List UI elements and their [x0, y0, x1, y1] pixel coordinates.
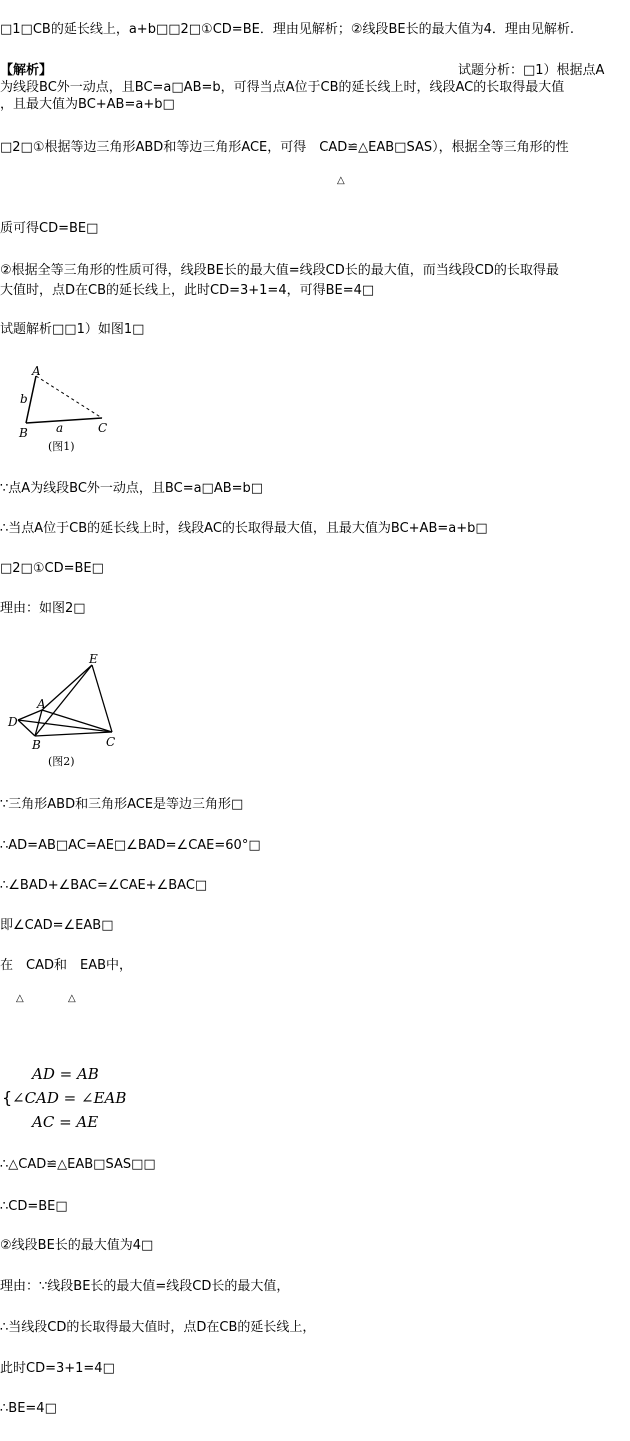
analysis-paragraph-3b: 大值时，点D在CB的延长线上，此时CD=3+1=4，可得BE=4□ [0, 283, 375, 298]
triangle-symbol: △ [337, 175, 345, 186]
fig2-label-b: B [32, 738, 41, 752]
analysis-line-1: 为线段BC外一动点，且BC=a□AB=b，可得当点A位于CB的延长线上时，线段AC的长取得最大值 [0, 80, 565, 95]
step-9: 在 CAD和 EAB中， [0, 958, 133, 973]
step-14: ∴当线段CD的长取得最大值时，点D在CB的延长线上， [0, 1320, 316, 1335]
fig2-label-d: D [8, 715, 18, 729]
fig1-side-a: a [56, 421, 64, 435]
fig2-label-a: A [37, 697, 46, 711]
segment-ae [42, 665, 92, 710]
analysis-heading: 【解析】 [0, 63, 53, 78]
figure-1 [10, 360, 120, 460]
analysis-line-2: ，且最大值为BC+AB=a+b□ [0, 97, 175, 112]
step-1: ∵点A为线段BC外一动点，且BC=a□AB=b□ [0, 481, 264, 496]
segment-bc [35, 732, 112, 736]
fig2-caption: (图2) [48, 755, 75, 768]
analysis-paragraph-3a: ②根据全等三角形的性质可得，线段BE长的最大值=线段CD长的最大值，而当线段CD的长取得最 [0, 263, 559, 278]
fig1-label-b: B [19, 426, 28, 440]
fig1-label-c: C [98, 421, 108, 435]
analysis-paragraph-2: □2□①根据等边三角形ABD和等边三角形ACE，可得 CAD≌△EAB□SAS），根据全等三角形的性 [0, 140, 569, 155]
step-13: 理由：∵线段BE长的最大值=线段CD长的最大值， [0, 1279, 290, 1294]
system-line-3: AC = AE [32, 1113, 99, 1131]
step-6: ∴AD=AB□AC=AE□∠BAD=∠CAE=60°□ [0, 838, 261, 853]
step-7: ∴∠BAD+∠BAC=∠CAE+∠BAC□ [0, 878, 208, 893]
step-4: 理由：如图2□ [0, 601, 86, 616]
segment-ec [92, 665, 112, 732]
system-line-1: AD = AB [32, 1065, 99, 1083]
step-8: 即∠CAD=∠EAB□ [0, 918, 114, 933]
segment-dc [18, 720, 112, 732]
segment-da [18, 710, 42, 720]
step-15: 此时CD=3+1=4□ [0, 1361, 115, 1376]
triangle-symbol-1: △ [16, 993, 24, 1004]
step-3: □2□①CD=BE□ [0, 561, 104, 576]
fig2-label-e: E [89, 652, 98, 666]
fig1-caption: (图1) [48, 440, 75, 453]
fig2-label-c: C [106, 735, 116, 749]
system-brace: { [2, 1088, 13, 1107]
step-11: ∴CD=BE□ [0, 1199, 68, 1214]
analysis-intro: 试题分析：□1）根据点A [458, 63, 605, 78]
figure-2 [4, 648, 134, 772]
answer-line: □1□CB的延长线上，a+b□□2□①CD=BE．理由见解析；②线段BE长的最大值为4．理由见解析. [0, 22, 575, 37]
fig1-label-a: A [32, 364, 41, 378]
fig1-side-b: b [20, 392, 28, 406]
solution-heading: 试题解析□□1）如图1□ [0, 322, 145, 337]
step-10: ∴△CAD≌△EAB□SAS□□ [0, 1157, 156, 1172]
triangle-symbol-2: △ [68, 993, 76, 1004]
step-16: ∴BE=4□ [0, 1401, 57, 1416]
system-line-2: ∠CAD = ∠EAB [12, 1089, 127, 1107]
segment-bc [26, 418, 102, 423]
analysis-paragraph-2b: 质可得CD=BE□ [0, 221, 99, 236]
step-12: ②线段BE长的最大值为4□ [0, 1238, 154, 1253]
step-2: ∴当点A位于CB的延长线上时，线段AC的长取得最大值，且最大值为BC+AB=a+b□ [0, 521, 488, 536]
step-5: ∵三角形ABD和三角形ACE是等边三角形□ [0, 797, 244, 812]
segment-ac-dashed [36, 376, 102, 418]
